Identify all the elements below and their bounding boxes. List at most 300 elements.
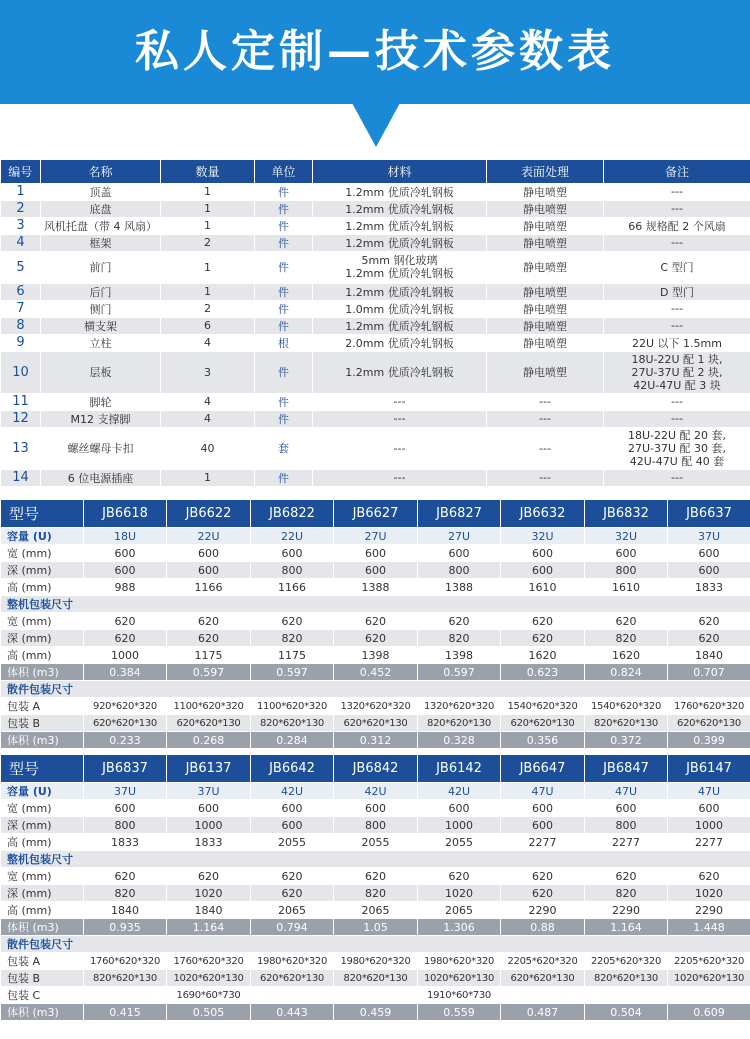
parts-cell-name: 脚轮 <box>41 393 161 410</box>
spec-value-cell: 1020*620*130 <box>167 970 251 987</box>
model-row-label: 型号 <box>1 755 84 783</box>
parts-cell-index: 14 <box>1 469 41 486</box>
height-row-label: 高 (mm) <box>1 834 84 851</box>
parts-cell-index: 4 <box>1 234 41 251</box>
whole-pack-section-label: 整机包装尺寸 <box>1 596 750 613</box>
spec-value-cell: 27U <box>334 528 418 545</box>
parts-cell-finish: 静电喷塑 <box>487 317 604 334</box>
parts-cell-finish: 静电喷塑 <box>487 351 604 393</box>
parts-cell-name: 后门 <box>41 283 161 300</box>
height-row-label: 高 (mm) <box>1 579 84 596</box>
whole-width-row-label: 宽 (mm) <box>1 613 84 630</box>
pack-b-row-label: 包装 B <box>1 715 84 732</box>
spec-value-cell: 600 <box>501 800 585 817</box>
spec-value-cell: 600 <box>501 817 585 834</box>
pack-a-row <box>1 953 750 970</box>
spec-value-cell: 2277 <box>501 834 585 851</box>
spec-value-cell: 1690*60*730 <box>167 987 251 1004</box>
spec-value-cell: 42U <box>334 783 418 800</box>
spec-value-cell: 820 <box>585 630 668 647</box>
model-name-cell: JB6647 <box>501 755 585 783</box>
spec-value-cell: 1840 <box>167 902 251 919</box>
col-header-index: 编号 <box>1 160 41 183</box>
spec-value-cell: 0.284 <box>251 732 334 749</box>
spec-value-cell: 620 <box>334 613 418 630</box>
spec-value-cell: 600 <box>84 562 167 579</box>
spec-value-cell: 2055 <box>418 834 501 851</box>
spec-value-cell: 1.164 <box>585 919 668 936</box>
spec-value-cell: 0.356 <box>501 732 585 749</box>
spec-value-cell: 0.88 <box>501 919 585 936</box>
parts-cell-name: 底盘 <box>41 200 161 217</box>
spec-value-cell: 0.268 <box>167 732 251 749</box>
model-name-cell: JB6627 <box>334 500 418 528</box>
spec-value-cell: 600 <box>585 800 668 817</box>
parts-cell-remark: --- <box>604 183 750 200</box>
spec-value-cell: 1000 <box>167 817 251 834</box>
parts-cell-material: 5mm 钢化玻璃 1.2mm 优质冷轧钢板 <box>313 251 487 283</box>
spec-value-cell: 820 <box>585 885 668 902</box>
spec-value-cell: 820*620*130 <box>334 970 418 987</box>
spec-value-cell: 2065 <box>418 902 501 919</box>
spec-value-cell: 37U <box>167 783 251 800</box>
parts-row <box>1 334 750 351</box>
parts-cell-unit: 件 <box>255 410 313 427</box>
parts-row <box>1 217 750 234</box>
parts-cell-index: 7 <box>1 300 41 317</box>
spec-value-cell: 620 <box>84 630 167 647</box>
spec-value-cell: 800 <box>418 562 501 579</box>
capacity-row <box>1 528 750 545</box>
pack-c-row-label: 包装 C <box>1 987 84 1004</box>
parts-cell-index: 2 <box>1 200 41 217</box>
whole-volume-row <box>1 919 750 936</box>
parts-cell-unit: 件 <box>255 234 313 251</box>
spec-value-cell: 0.504 <box>585 1004 668 1021</box>
spec-value-cell: 620 <box>84 613 167 630</box>
spec-value-cell: 800 <box>251 562 334 579</box>
col-header-material: 材料 <box>313 160 487 183</box>
spec-value-cell: 820 <box>418 630 501 647</box>
parts-table <box>0 160 750 487</box>
spec-value-cell: 600 <box>418 545 501 562</box>
parts-cell-material: 1.2mm 优质冷轧钢板 <box>313 183 487 200</box>
parts-cell-index: 3 <box>1 217 41 234</box>
spec-value-cell: 32U <box>501 528 585 545</box>
pack-c-row <box>1 987 750 1004</box>
parts-cell-index: 1 <box>1 183 41 200</box>
spec-value-cell: 988 <box>84 579 167 596</box>
spec-value-cell <box>334 987 418 1004</box>
parts-volume-row-label: 体积 (m3) <box>1 732 84 749</box>
parts-cell-qty: 3 <box>161 351 255 393</box>
model-name-cell: JB6637 <box>668 500 750 528</box>
spec-value-cell: 18U <box>84 528 167 545</box>
parts-cell-index: 5 <box>1 251 41 283</box>
whole-pack-section-label: 整机包装尺寸 <box>1 851 750 868</box>
spec-value-cell: 0.824 <box>585 664 668 681</box>
spec-value-cell: 1166 <box>251 579 334 596</box>
pack-b-row <box>1 970 750 987</box>
depth-row-label: 深 (mm) <box>1 817 84 834</box>
spec-value-cell: 620 <box>251 613 334 630</box>
spec-value-cell: 1000 <box>668 817 750 834</box>
spec-value-cell: 32U <box>585 528 668 545</box>
spec-value-cell: 600 <box>418 800 501 817</box>
parts-cell-remark: D 型门 <box>604 283 750 300</box>
capacity-row <box>1 783 750 800</box>
depth-row-label: 深 (mm) <box>1 562 84 579</box>
spec-value-cell: 1175 <box>251 647 334 664</box>
parts-volume-row <box>1 732 750 749</box>
spec-value-cell: 0.415 <box>84 1004 167 1021</box>
parts-cell-qty: 4 <box>161 393 255 410</box>
spec-value-cell: 1.164 <box>167 919 251 936</box>
spec-value-cell: 2065 <box>334 902 418 919</box>
spec-value-cell: 0.505 <box>167 1004 251 1021</box>
parts-row <box>1 410 750 427</box>
spec-value-cell: 600 <box>251 817 334 834</box>
parts-cell-finish: 静电喷塑 <box>487 200 604 217</box>
spec-value-cell: 820*620*130 <box>251 715 334 732</box>
parts-cell-remark: --- <box>604 393 750 410</box>
parts-cell-name: 侧门 <box>41 300 161 317</box>
parts-row <box>1 317 750 334</box>
model-name-cell: JB6142 <box>418 755 501 783</box>
parts-cell-qty: 1 <box>161 183 255 200</box>
parts-header-row <box>1 160 750 183</box>
spec-value-cell: 2205*620*320 <box>501 953 585 970</box>
parts-cell-material: --- <box>313 469 487 486</box>
parts-cell-material: 1.2mm 优质冷轧钢板 <box>313 351 487 393</box>
spec-value-cell: 0.935 <box>84 919 167 936</box>
parts-cell-finish: 静电喷塑 <box>487 217 604 234</box>
parts-cell-qty: 2 <box>161 234 255 251</box>
parts-cell-unit: 套 <box>255 427 313 469</box>
spec-value-cell: 1980*620*320 <box>251 953 334 970</box>
spec-value-cell: 0.452 <box>334 664 418 681</box>
parts-cell-material: 1.2mm 优质冷轧钢板 <box>313 283 487 300</box>
spec-value-cell: 620 <box>418 868 501 885</box>
spec-value-cell: 0.312 <box>334 732 418 749</box>
whole-pack-section <box>1 851 750 868</box>
whole-width-row-label: 宽 (mm) <box>1 868 84 885</box>
parts-cell-material: --- <box>313 393 487 410</box>
spec-value-cell: 1833 <box>668 579 750 596</box>
parts-cell-unit: 件 <box>255 251 313 283</box>
parts-row <box>1 351 750 393</box>
spec-value-cell: 620 <box>501 613 585 630</box>
spec-value-cell <box>251 987 334 1004</box>
spec-value-cell <box>585 987 668 1004</box>
spec-value-cell: 620 <box>585 613 668 630</box>
spec-value-cell: 1540*620*320 <box>501 698 585 715</box>
spec-value-cell: 620 <box>167 868 251 885</box>
parts-cell-index: 6 <box>1 283 41 300</box>
whole-height-row-label: 高 (mm) <box>1 647 84 664</box>
parts-cell-material: 1.2mm 优质冷轧钢板 <box>313 234 487 251</box>
width-row-label: 宽 (mm) <box>1 545 84 562</box>
model-name-cell: JB6847 <box>585 755 668 783</box>
col-header-finish: 表面处理 <box>487 160 604 183</box>
parts-cell-unit: 件 <box>255 283 313 300</box>
spec-value-cell: 2065 <box>251 902 334 919</box>
parts-cell-unit: 件 <box>255 200 313 217</box>
spec-value-cell: 620 <box>334 868 418 885</box>
spec-value-cell: 620*620*130 <box>251 970 334 987</box>
spec-value-cell: 1610 <box>585 579 668 596</box>
spec-value-cell: 42U <box>418 783 501 800</box>
spec-value-cell: 620*620*130 <box>84 715 167 732</box>
spec-value-cell: 0.233 <box>84 732 167 749</box>
parts-cell-index: 8 <box>1 317 41 334</box>
col-header-name: 名称 <box>41 160 161 183</box>
parts-cell-name: 6 位电源插座 <box>41 469 161 486</box>
parts-cell-material: 1.0mm 优质冷轧钢板 <box>313 300 487 317</box>
parts-cell-qty: 4 <box>161 410 255 427</box>
spec-value-cell: 800 <box>585 562 668 579</box>
spec-value-cell: 620 <box>501 885 585 902</box>
parts-cell-unit: 件 <box>255 317 313 334</box>
spec-value-cell: 1.448 <box>668 919 750 936</box>
whole-depth-row <box>1 885 750 902</box>
parts-row <box>1 200 750 217</box>
spec-value-cell: 620 <box>668 613 750 630</box>
parts-cell-name: 横支架 <box>41 317 161 334</box>
spec-value-cell: 2205*620*320 <box>585 953 668 970</box>
spec-value-cell: 820*620*130 <box>418 715 501 732</box>
parts-cell-remark: --- <box>604 317 750 334</box>
spec-table-1 <box>0 499 750 749</box>
width-row <box>1 545 750 562</box>
spec-value-cell: 920*620*320 <box>84 698 167 715</box>
parts-row <box>1 251 750 283</box>
capacity-row-label: 容量 (U) <box>1 528 84 545</box>
parts-cell-unit: 件 <box>255 217 313 234</box>
spec-value-cell: 600 <box>668 800 750 817</box>
parts-pack-section-label: 散件包装尺寸 <box>1 936 750 953</box>
spec-value-cell: 600 <box>251 545 334 562</box>
spec-value-cell: 1840 <box>84 902 167 919</box>
parts-cell-index: 10 <box>1 351 41 393</box>
spec-value-cell: 600 <box>84 545 167 562</box>
parts-cell-finish: 静电喷塑 <box>487 183 604 200</box>
spec-value-cell: 1020 <box>668 885 750 902</box>
parts-cell-name: 前门 <box>41 251 161 283</box>
width-row <box>1 800 750 817</box>
spec-value-cell: 47U <box>585 783 668 800</box>
spec-value-cell: 0.597 <box>418 664 501 681</box>
spec-value-cell: 600 <box>334 800 418 817</box>
parts-pack-section-label: 散件包装尺寸 <box>1 681 750 698</box>
spec-value-cell: 42U <box>251 783 334 800</box>
spec-value-cell: 1020 <box>167 885 251 902</box>
spec-value-cell: 1320*620*320 <box>334 698 418 715</box>
parts-cell-material: 1.2mm 优质冷轧钢板 <box>313 317 487 334</box>
parts-cell-material: --- <box>313 427 487 469</box>
spec-value-cell: 1620 <box>501 647 585 664</box>
spec-value-cell: 620 <box>501 630 585 647</box>
spec-value-cell: 1833 <box>167 834 251 851</box>
whole-volume-row-label: 体积 (m3) <box>1 919 84 936</box>
parts-cell-remark: 18U-22U 配 1 块, 27U-37U 配 2 块, 42U-47U 配 3 块 <box>604 351 750 393</box>
spec-value-cell: 620*620*130 <box>501 970 585 987</box>
parts-cell-material: 2.0mm 优质冷轧钢板 <box>313 334 487 351</box>
parts-cell-finish: 静电喷塑 <box>487 334 604 351</box>
pack-b-row <box>1 715 750 732</box>
spec-value-cell: 1.306 <box>418 919 501 936</box>
parts-pack-section <box>1 681 750 698</box>
parts-cell-name: 层板 <box>41 351 161 393</box>
parts-cell-name: 螺丝螺母卡扣 <box>41 427 161 469</box>
spec-value-cell: 600 <box>668 562 750 579</box>
spec-value-cell: 600 <box>167 545 251 562</box>
spec-value-cell: 600 <box>84 800 167 817</box>
spec-value-cell: 2290 <box>501 902 585 919</box>
spec-value-cell: 37U <box>84 783 167 800</box>
parts-cell-finish: 静电喷塑 <box>487 300 604 317</box>
model-name-cell: JB6837 <box>84 755 167 783</box>
parts-cell-name: 框架 <box>41 234 161 251</box>
spec-value-cell: 620*620*130 <box>167 715 251 732</box>
spec-value-cell: 620 <box>668 868 750 885</box>
parts-row <box>1 469 750 486</box>
spec-table-2 <box>0 754 750 1021</box>
spec-value-cell <box>84 987 167 1004</box>
pack-a-row-label: 包装 A <box>1 953 84 970</box>
spec-value-cell: 47U <box>668 783 750 800</box>
whole-height-row <box>1 647 750 664</box>
whole-volume-row <box>1 664 750 681</box>
spec-value-cell: 620 <box>84 868 167 885</box>
spec-value-cell: 1840 <box>668 647 750 664</box>
spec-value-cell: 2290 <box>585 902 668 919</box>
spec-value-cell: 1000 <box>418 817 501 834</box>
depth-row <box>1 562 750 579</box>
parts-pack-section <box>1 936 750 953</box>
whole-depth-row-label: 深 (mm) <box>1 630 84 647</box>
depth-row <box>1 817 750 834</box>
parts-cell-unit: 件 <box>255 183 313 200</box>
pack-a-row <box>1 698 750 715</box>
spec-value-cell: 600 <box>167 800 251 817</box>
parts-cell-material: 1.2mm 优质冷轧钢板 <box>313 200 487 217</box>
spec-value-cell: 1388 <box>334 579 418 596</box>
spec-value-cell: 1610 <box>501 579 585 596</box>
spec-value-cell: 800 <box>585 817 668 834</box>
spec-value-cell: 1100*620*320 <box>167 698 251 715</box>
parts-volume-row <box>1 1004 750 1021</box>
parts-cell-name: 顶盖 <box>41 183 161 200</box>
spec-value-cell: 620 <box>585 868 668 885</box>
spec-value-cell: 2205*620*320 <box>668 953 750 970</box>
model-row <box>1 755 750 783</box>
model-name-cell: JB6827 <box>418 500 501 528</box>
parts-cell-qty: 6 <box>161 317 255 334</box>
spec-value-cell: 22U <box>251 528 334 545</box>
spec-value-cell: 1320*620*320 <box>418 698 501 715</box>
spec-value-cell: 600 <box>501 545 585 562</box>
spec-value-cell: 600 <box>585 545 668 562</box>
parts-cell-finish: --- <box>487 469 604 486</box>
spec-value-cell: 0.597 <box>251 664 334 681</box>
whole-height-row-label: 高 (mm) <box>1 902 84 919</box>
spec-value-cell: 620 <box>251 868 334 885</box>
parts-cell-finish: --- <box>487 393 604 410</box>
whole-depth-row <box>1 630 750 647</box>
parts-cell-qty: 2 <box>161 300 255 317</box>
spec-value-cell: 1388 <box>418 579 501 596</box>
spec-value-cell: 0.399 <box>668 732 750 749</box>
parts-cell-finish: --- <box>487 427 604 469</box>
spec-value-cell: 1620 <box>585 647 668 664</box>
width-row-label: 宽 (mm) <box>1 800 84 817</box>
spec-value-cell: 620*620*130 <box>334 715 418 732</box>
spec-value-cell: 0.459 <box>334 1004 418 1021</box>
spec-value-cell: 600 <box>251 800 334 817</box>
spec-value-cell: 0.559 <box>418 1004 501 1021</box>
parts-cell-finish: 静电喷塑 <box>487 283 604 300</box>
whole-height-row <box>1 902 750 919</box>
spec-value-cell: 0.384 <box>84 664 167 681</box>
spec-value-cell: 0.597 <box>167 664 251 681</box>
spec-value-cell: 800 <box>334 817 418 834</box>
parts-cell-qty: 1 <box>161 217 255 234</box>
parts-cell-unit: 件 <box>255 469 313 486</box>
spec-value-cell: 1020*620*130 <box>668 970 750 987</box>
parts-row <box>1 234 750 251</box>
spec-value-cell: 0.372 <box>585 732 668 749</box>
spec-value-cell: 1175 <box>167 647 251 664</box>
model-name-cell: JB6622 <box>167 500 251 528</box>
model-name-cell: JB6842 <box>334 755 418 783</box>
parts-cell-name: 风机托盘（带 4 风扇） <box>41 217 161 234</box>
spec-value-cell: 2055 <box>251 834 334 851</box>
col-header-remark: 备注 <box>604 160 750 183</box>
spec-value-cell: 820 <box>251 630 334 647</box>
parts-cell-finish: 静电喷塑 <box>487 251 604 283</box>
parts-cell-remark: --- <box>604 300 750 317</box>
spec-value-cell: 0.443 <box>251 1004 334 1021</box>
spec-value-cell: 0.609 <box>668 1004 750 1021</box>
parts-cell-qty: 40 <box>161 427 255 469</box>
spec-value-cell: 1760*620*320 <box>668 698 750 715</box>
spec-value-cell: 620 <box>334 630 418 647</box>
spec-value-cell: 620 <box>418 613 501 630</box>
parts-cell-qty: 1 <box>161 200 255 217</box>
parts-cell-remark: --- <box>604 410 750 427</box>
model-name-cell: JB6618 <box>84 500 167 528</box>
parts-cell-index: 11 <box>1 393 41 410</box>
spec-value-cell: 1166 <box>167 579 251 596</box>
page-title: 私人定制—技术参数表 <box>135 26 615 77</box>
pack-b-row-label: 包装 B <box>1 970 84 987</box>
whole-width-row <box>1 868 750 885</box>
parts-cell-material: --- <box>313 410 487 427</box>
parts-cell-qty: 1 <box>161 469 255 486</box>
spec-value-cell: 22U <box>167 528 251 545</box>
pack-a-row-label: 包装 A <box>1 698 84 715</box>
banner-arrow <box>352 103 400 147</box>
whole-pack-section <box>1 596 750 613</box>
model-name-cell: JB6147 <box>668 755 750 783</box>
col-header-qty: 数量 <box>161 160 255 183</box>
whole-volume-row-label: 体积 (m3) <box>1 664 84 681</box>
parts-cell-remark: --- <box>604 200 750 217</box>
spec-value-cell: 2277 <box>585 834 668 851</box>
spec-value-cell: 820*620*130 <box>585 970 668 987</box>
parts-cell-index: 12 <box>1 410 41 427</box>
